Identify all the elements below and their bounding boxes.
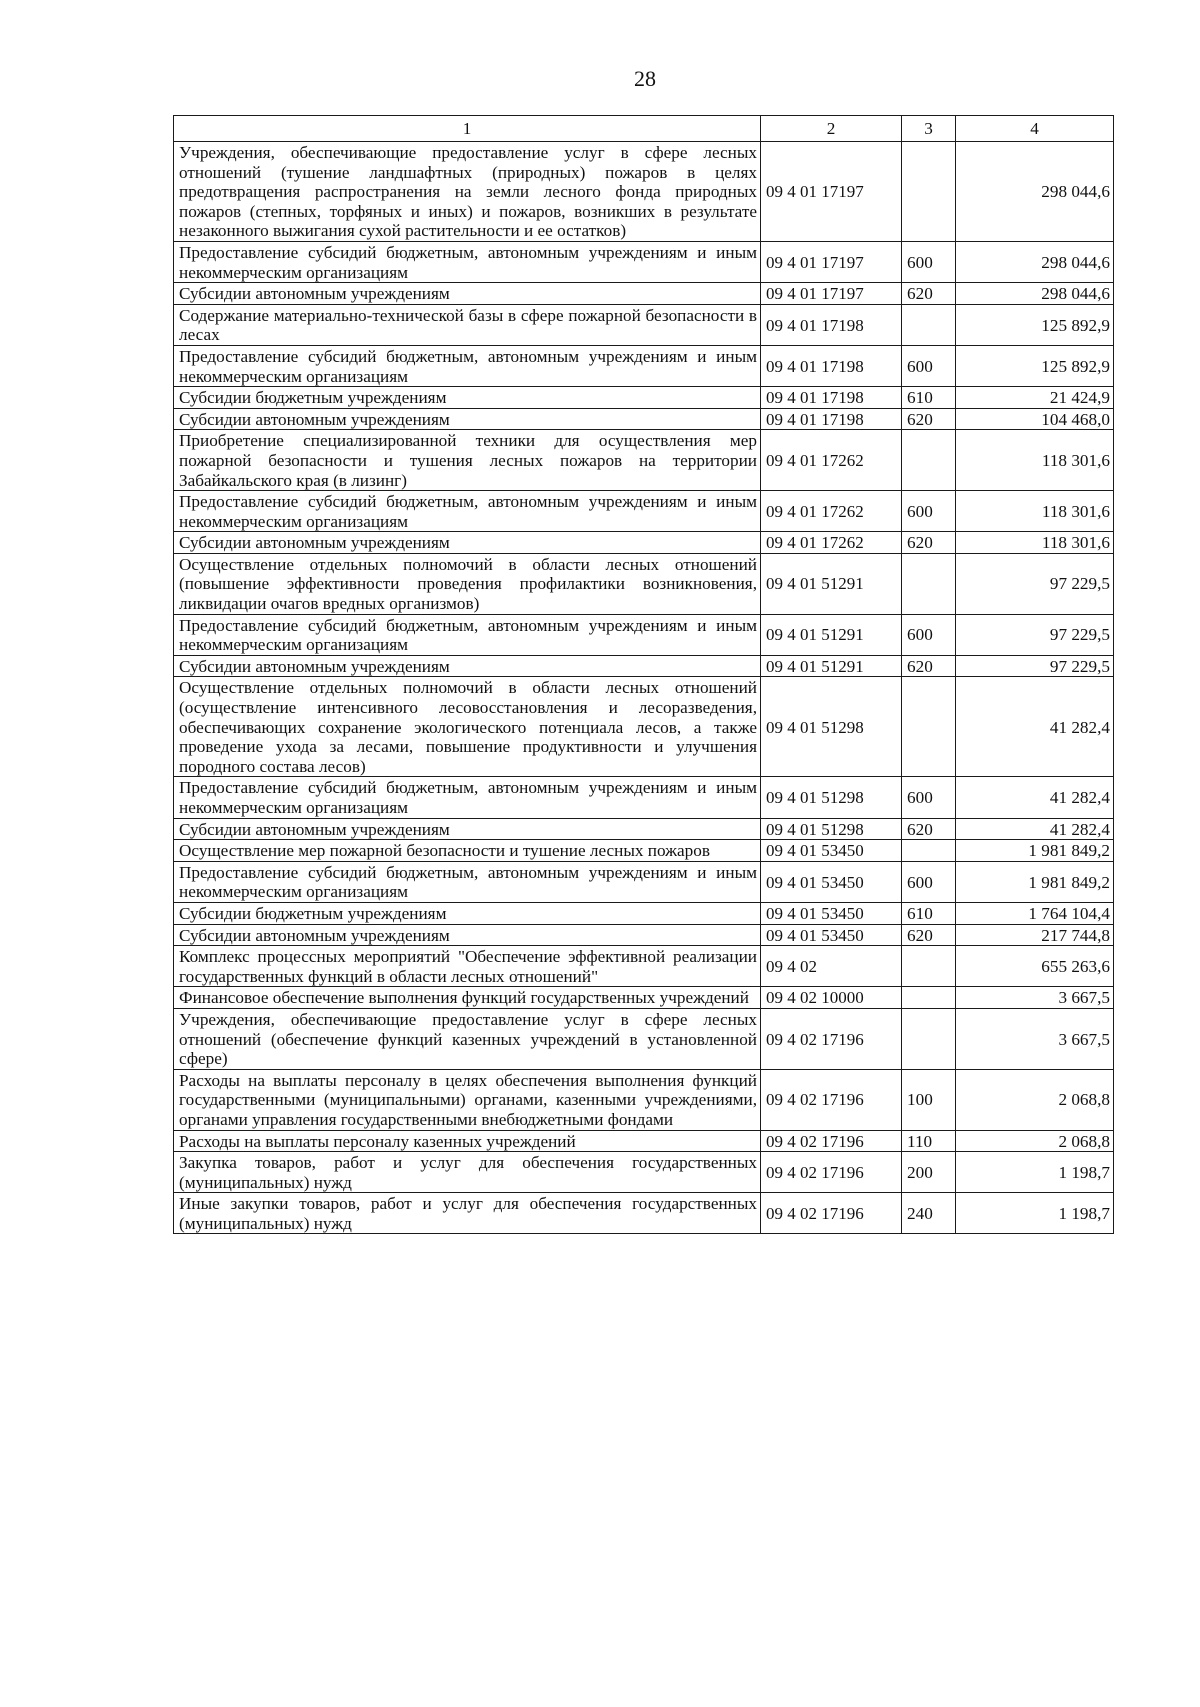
- table-row: [174, 345, 1114, 386]
- cell-name: Учреждения, обеспечивающие предоставление услуг в сфере лесных отношений (обеспечение функций казенных учреждений в установленной сфере): [174, 1008, 761, 1069]
- cell-amount: 2 068,8: [956, 1069, 1114, 1130]
- cell-name: Финансовое обеспечение выполнения функций государственных учреждений: [174, 987, 761, 1009]
- cell-expense-type: [902, 987, 956, 1009]
- cell-expense-type: 620: [902, 655, 956, 677]
- table-row: [174, 777, 1114, 818]
- table-row: [174, 818, 1114, 840]
- cell-amount: 97 229,5: [956, 655, 1114, 677]
- cell-code: 09 4 01 53450: [761, 924, 902, 946]
- cell-code: 09 4 01 53450: [761, 840, 902, 862]
- table-row: [174, 491, 1114, 532]
- cell-code: 09 4 02 17196: [761, 1069, 902, 1130]
- table-row: [174, 1130, 1114, 1152]
- cell-code: 09 4 01 51291: [761, 614, 902, 655]
- cell-amount: 298 044,6: [956, 142, 1114, 242]
- cell-code: 09 4 01 53450: [761, 861, 902, 902]
- table-row: [174, 614, 1114, 655]
- cell-name: Расходы на выплаты персоналу в целях обеспечения выполнения функций государственными (муниципальными) органами, казенными учреждениями, органами управления государственными внебюджетными фондами: [174, 1069, 761, 1130]
- cell-amount: 298 044,6: [956, 241, 1114, 282]
- table-row: [174, 283, 1114, 305]
- cell-code: 09 4 01 51298: [761, 777, 902, 818]
- cell-name: Субсидии автономным учреждениям: [174, 818, 761, 840]
- cell-name: Субсидии автономным учреждениям: [174, 408, 761, 430]
- table-row: [174, 902, 1114, 924]
- cell-name: Субсидии бюджетным учреждениям: [174, 902, 761, 924]
- cell-amount: 217 744,8: [956, 924, 1114, 946]
- cell-amount: 298 044,6: [956, 283, 1114, 305]
- cell-amount: 1 981 849,2: [956, 861, 1114, 902]
- table-row: [174, 924, 1114, 946]
- cell-expense-type: [902, 430, 956, 491]
- cell-name: Содержание материально-технической базы в сфере пожарной безопасности в лесах: [174, 304, 761, 345]
- table-row: [174, 1152, 1114, 1193]
- cell-amount: 125 892,9: [956, 304, 1114, 345]
- cell-code: 09 4 01 17197: [761, 241, 902, 282]
- table-row: [174, 430, 1114, 491]
- cell-expense-type: 610: [902, 902, 956, 924]
- cell-code: 09 4 01 17198: [761, 345, 902, 386]
- cell-expense-type: 200: [902, 1152, 956, 1193]
- cell-name: Предоставление субсидий бюджетным, автономным учреждениям и иным некоммерческим организациям: [174, 614, 761, 655]
- cell-expense-type: 110: [902, 1130, 956, 1152]
- table-row: [174, 861, 1114, 902]
- cell-name: Предоставление субсидий бюджетным, автономным учреждениям и иным некоммерческим организациям: [174, 861, 761, 902]
- cell-name: Субсидии автономным учреждениям: [174, 283, 761, 305]
- cell-expense-type: 620: [902, 408, 956, 430]
- cell-code: 09 4 01 17262: [761, 532, 902, 554]
- cell-code: 09 4 01 17198: [761, 387, 902, 409]
- cell-amount: 125 892,9: [956, 345, 1114, 386]
- cell-expense-type: 600: [902, 345, 956, 386]
- table-row: [174, 946, 1114, 987]
- cell-name: Осуществление отдельных полномочий в области лесных отношений (осуществление интенсивного лесовосстановления и лесоразведения, обеспечивающих сохранение экологического потенциала лесов, а также проведение ухода за лесами, повышение продуктивности и улучшения породного состава лесов): [174, 677, 761, 777]
- cell-expense-type: 240: [902, 1193, 956, 1234]
- cell-amount: 104 468,0: [956, 408, 1114, 430]
- cell-expense-type: [902, 1008, 956, 1069]
- cell-name: Учреждения, обеспечивающие предоставление услуг в сфере лесных отношений (тушение ландшафтных (природных) пожаров в целях предотвращения распространения на земли лесного фонда природных пожаров (степных, торфяных и иных) и пожаров, возникших в результате незаконного выжигания сухой растительности и ее остатков): [174, 142, 761, 242]
- cell-expense-type: 620: [902, 818, 956, 840]
- cell-name: Иные закупки товаров, работ и услуг для обеспечения государственных (муниципальных) нужд: [174, 1193, 761, 1234]
- table-row: [174, 840, 1114, 862]
- table-row: [174, 1008, 1114, 1069]
- cell-expense-type: 600: [902, 861, 956, 902]
- table-row: [174, 408, 1114, 430]
- column-header-name: 1: [174, 116, 761, 142]
- cell-expense-type: [902, 142, 956, 242]
- cell-amount: 1 198,7: [956, 1193, 1114, 1234]
- budget-table: [173, 115, 1114, 1234]
- table-header-row: [174, 116, 1114, 142]
- table-row: [174, 304, 1114, 345]
- column-header-amount: 4: [956, 116, 1114, 142]
- cell-code: 09 4 02 17196: [761, 1008, 902, 1069]
- table-row: [174, 1193, 1114, 1234]
- cell-amount: 655 263,6: [956, 946, 1114, 987]
- cell-expense-type: [902, 553, 956, 614]
- cell-amount: 118 301,6: [956, 430, 1114, 491]
- cell-amount: 1 981 849,2: [956, 840, 1114, 862]
- page-number: 28: [634, 66, 656, 91]
- cell-code: 09 4 01 17197: [761, 142, 902, 242]
- cell-amount: 21 424,9: [956, 387, 1114, 409]
- table-row: [174, 1069, 1114, 1130]
- cell-amount: 41 282,4: [956, 818, 1114, 840]
- cell-name: Субсидии автономным учреждениям: [174, 532, 761, 554]
- cell-name: Осуществление отдельных полномочий в области лесных отношений (повышение эффективности проведения профилактики возникновения, ликвидации очагов вредных организмов): [174, 553, 761, 614]
- cell-amount: 2 068,8: [956, 1130, 1114, 1152]
- cell-name: Комплекс процессных мероприятий "Обеспечение эффективной реализации государственных функций в области лесных отношений": [174, 946, 761, 987]
- table-row: [174, 655, 1114, 677]
- cell-code: 09 4 01 51298: [761, 818, 902, 840]
- table-row: [174, 241, 1114, 282]
- table-row: [174, 142, 1114, 242]
- cell-code: 09 4 01 51291: [761, 655, 902, 677]
- table-row: [174, 553, 1114, 614]
- cell-code: 09 4 02: [761, 946, 902, 987]
- cell-amount: 118 301,6: [956, 491, 1114, 532]
- cell-expense-type: 620: [902, 283, 956, 305]
- cell-code: 09 4 01 17262: [761, 430, 902, 491]
- cell-code: 09 4 01 53450: [761, 902, 902, 924]
- column-header-code: 2: [761, 116, 902, 142]
- cell-amount: 41 282,4: [956, 777, 1114, 818]
- cell-amount: 97 229,5: [956, 553, 1114, 614]
- cell-code: 09 4 01 51291: [761, 553, 902, 614]
- cell-expense-type: 600: [902, 241, 956, 282]
- cell-code: 09 4 01 17198: [761, 408, 902, 430]
- cell-expense-type: 610: [902, 387, 956, 409]
- cell-name: Закупка товаров, работ и услуг для обеспечения государственных (муниципальных) нужд: [174, 1152, 761, 1193]
- cell-amount: 3 667,5: [956, 1008, 1114, 1069]
- cell-expense-type: 100: [902, 1069, 956, 1130]
- column-header-expense-type: 3: [902, 116, 956, 142]
- cell-expense-type: [902, 840, 956, 862]
- cell-expense-type: 620: [902, 924, 956, 946]
- cell-amount: 118 301,6: [956, 532, 1114, 554]
- cell-name: Предоставление субсидий бюджетным, автономным учреждениям и иным некоммерческим организациям: [174, 345, 761, 386]
- cell-name: Осуществление мер пожарной безопасности и тушение лесных пожаров: [174, 840, 761, 862]
- cell-code: 09 4 02 17196: [761, 1193, 902, 1234]
- cell-amount: 1 764 104,4: [956, 902, 1114, 924]
- cell-name: Предоставление субсидий бюджетным, автономным учреждениям и иным некоммерческим организациям: [174, 777, 761, 818]
- table-row: [174, 387, 1114, 409]
- cell-code: 09 4 01 51298: [761, 677, 902, 777]
- cell-name: Субсидии автономным учреждениям: [174, 924, 761, 946]
- cell-code: 09 4 02 10000: [761, 987, 902, 1009]
- table-row: [174, 677, 1114, 777]
- cell-code: 09 4 01 17262: [761, 491, 902, 532]
- cell-expense-type: [902, 677, 956, 777]
- cell-expense-type: 600: [902, 614, 956, 655]
- cell-name: Предоставление субсидий бюджетным, автономным учреждениям и иным некоммерческим организациям: [174, 241, 761, 282]
- cell-code: 09 4 01 17198: [761, 304, 902, 345]
- cell-name: Субсидии бюджетным учреждениям: [174, 387, 761, 409]
- cell-amount: 3 667,5: [956, 987, 1114, 1009]
- cell-name: Расходы на выплаты персоналу казенных учреждений: [174, 1130, 761, 1152]
- cell-expense-type: [902, 304, 956, 345]
- table-body: [174, 142, 1114, 1234]
- cell-amount: 41 282,4: [956, 677, 1114, 777]
- cell-name: Предоставление субсидий бюджетным, автономным учреждениям и иным некоммерческим организациям: [174, 491, 761, 532]
- cell-expense-type: 620: [902, 532, 956, 554]
- cell-code: 09 4 01 17197: [761, 283, 902, 305]
- cell-expense-type: [902, 946, 956, 987]
- cell-name: Приобретение специализированной техники для осуществления мер пожарной безопасности и тушения лесных пожаров на территории Забайкальского края (в лизинг): [174, 430, 761, 491]
- cell-expense-type: 600: [902, 491, 956, 532]
- cell-code: 09 4 02 17196: [761, 1152, 902, 1193]
- table-row: [174, 987, 1114, 1009]
- table-row: [174, 532, 1114, 554]
- cell-amount: 97 229,5: [956, 614, 1114, 655]
- cell-code: 09 4 02 17196: [761, 1130, 902, 1152]
- cell-expense-type: 600: [902, 777, 956, 818]
- cell-amount: 1 198,7: [956, 1152, 1114, 1193]
- cell-name: Субсидии автономным учреждениям: [174, 655, 761, 677]
